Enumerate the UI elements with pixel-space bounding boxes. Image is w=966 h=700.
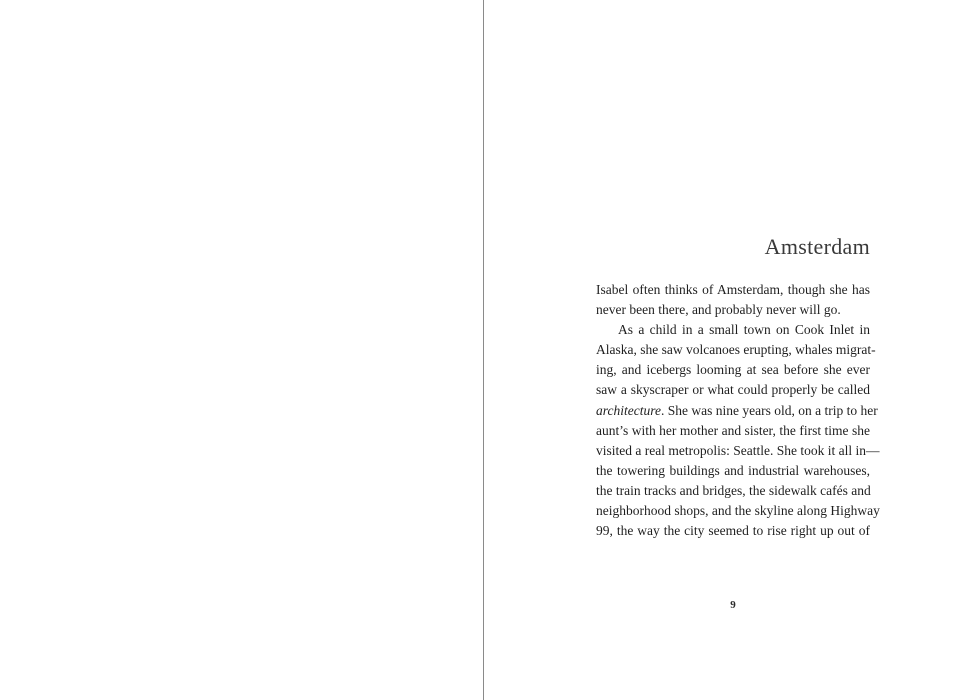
text-line: saw a skyscraper or what could properly be called [596, 382, 870, 398]
text-line: never been there, and probably never will go. [596, 302, 841, 318]
text-line: 99, the way the city seemed to rise right up out of [596, 523, 870, 539]
text-line: the train tracks and bridges, the sidewalk cafés and [596, 482, 871, 498]
text-line: ing, and icebergs looming at sea before she ever [596, 362, 870, 378]
text-line: As a child in a small town on Cook Inlet in [618, 322, 870, 338]
text-line: neighborhood shops, and the skyline along Highway [596, 503, 880, 519]
italic-word: architecture [596, 402, 661, 418]
text-line: Isabel often thinks of Amsterdam, though she has [596, 282, 870, 297]
chapter-title: Amsterdam [764, 234, 870, 259]
text-line: visited a real metropolis: Seattle. She took it all in— [596, 442, 880, 458]
text-line: Alaska, she saw volcanoes erupting, whales migrat- [596, 342, 876, 358]
text-line-with-italic [596, 401, 878, 421]
text-line: aunt’s with her mother and sister, the first time she [596, 422, 870, 438]
text-fragment: . She was nine years old, on a trip to her [660, 402, 878, 418]
chapter-body-text [596, 280, 880, 541]
text-line: the towering buildings and industrial warehouses, [596, 462, 870, 478]
page-number: 9 [730, 599, 736, 611]
